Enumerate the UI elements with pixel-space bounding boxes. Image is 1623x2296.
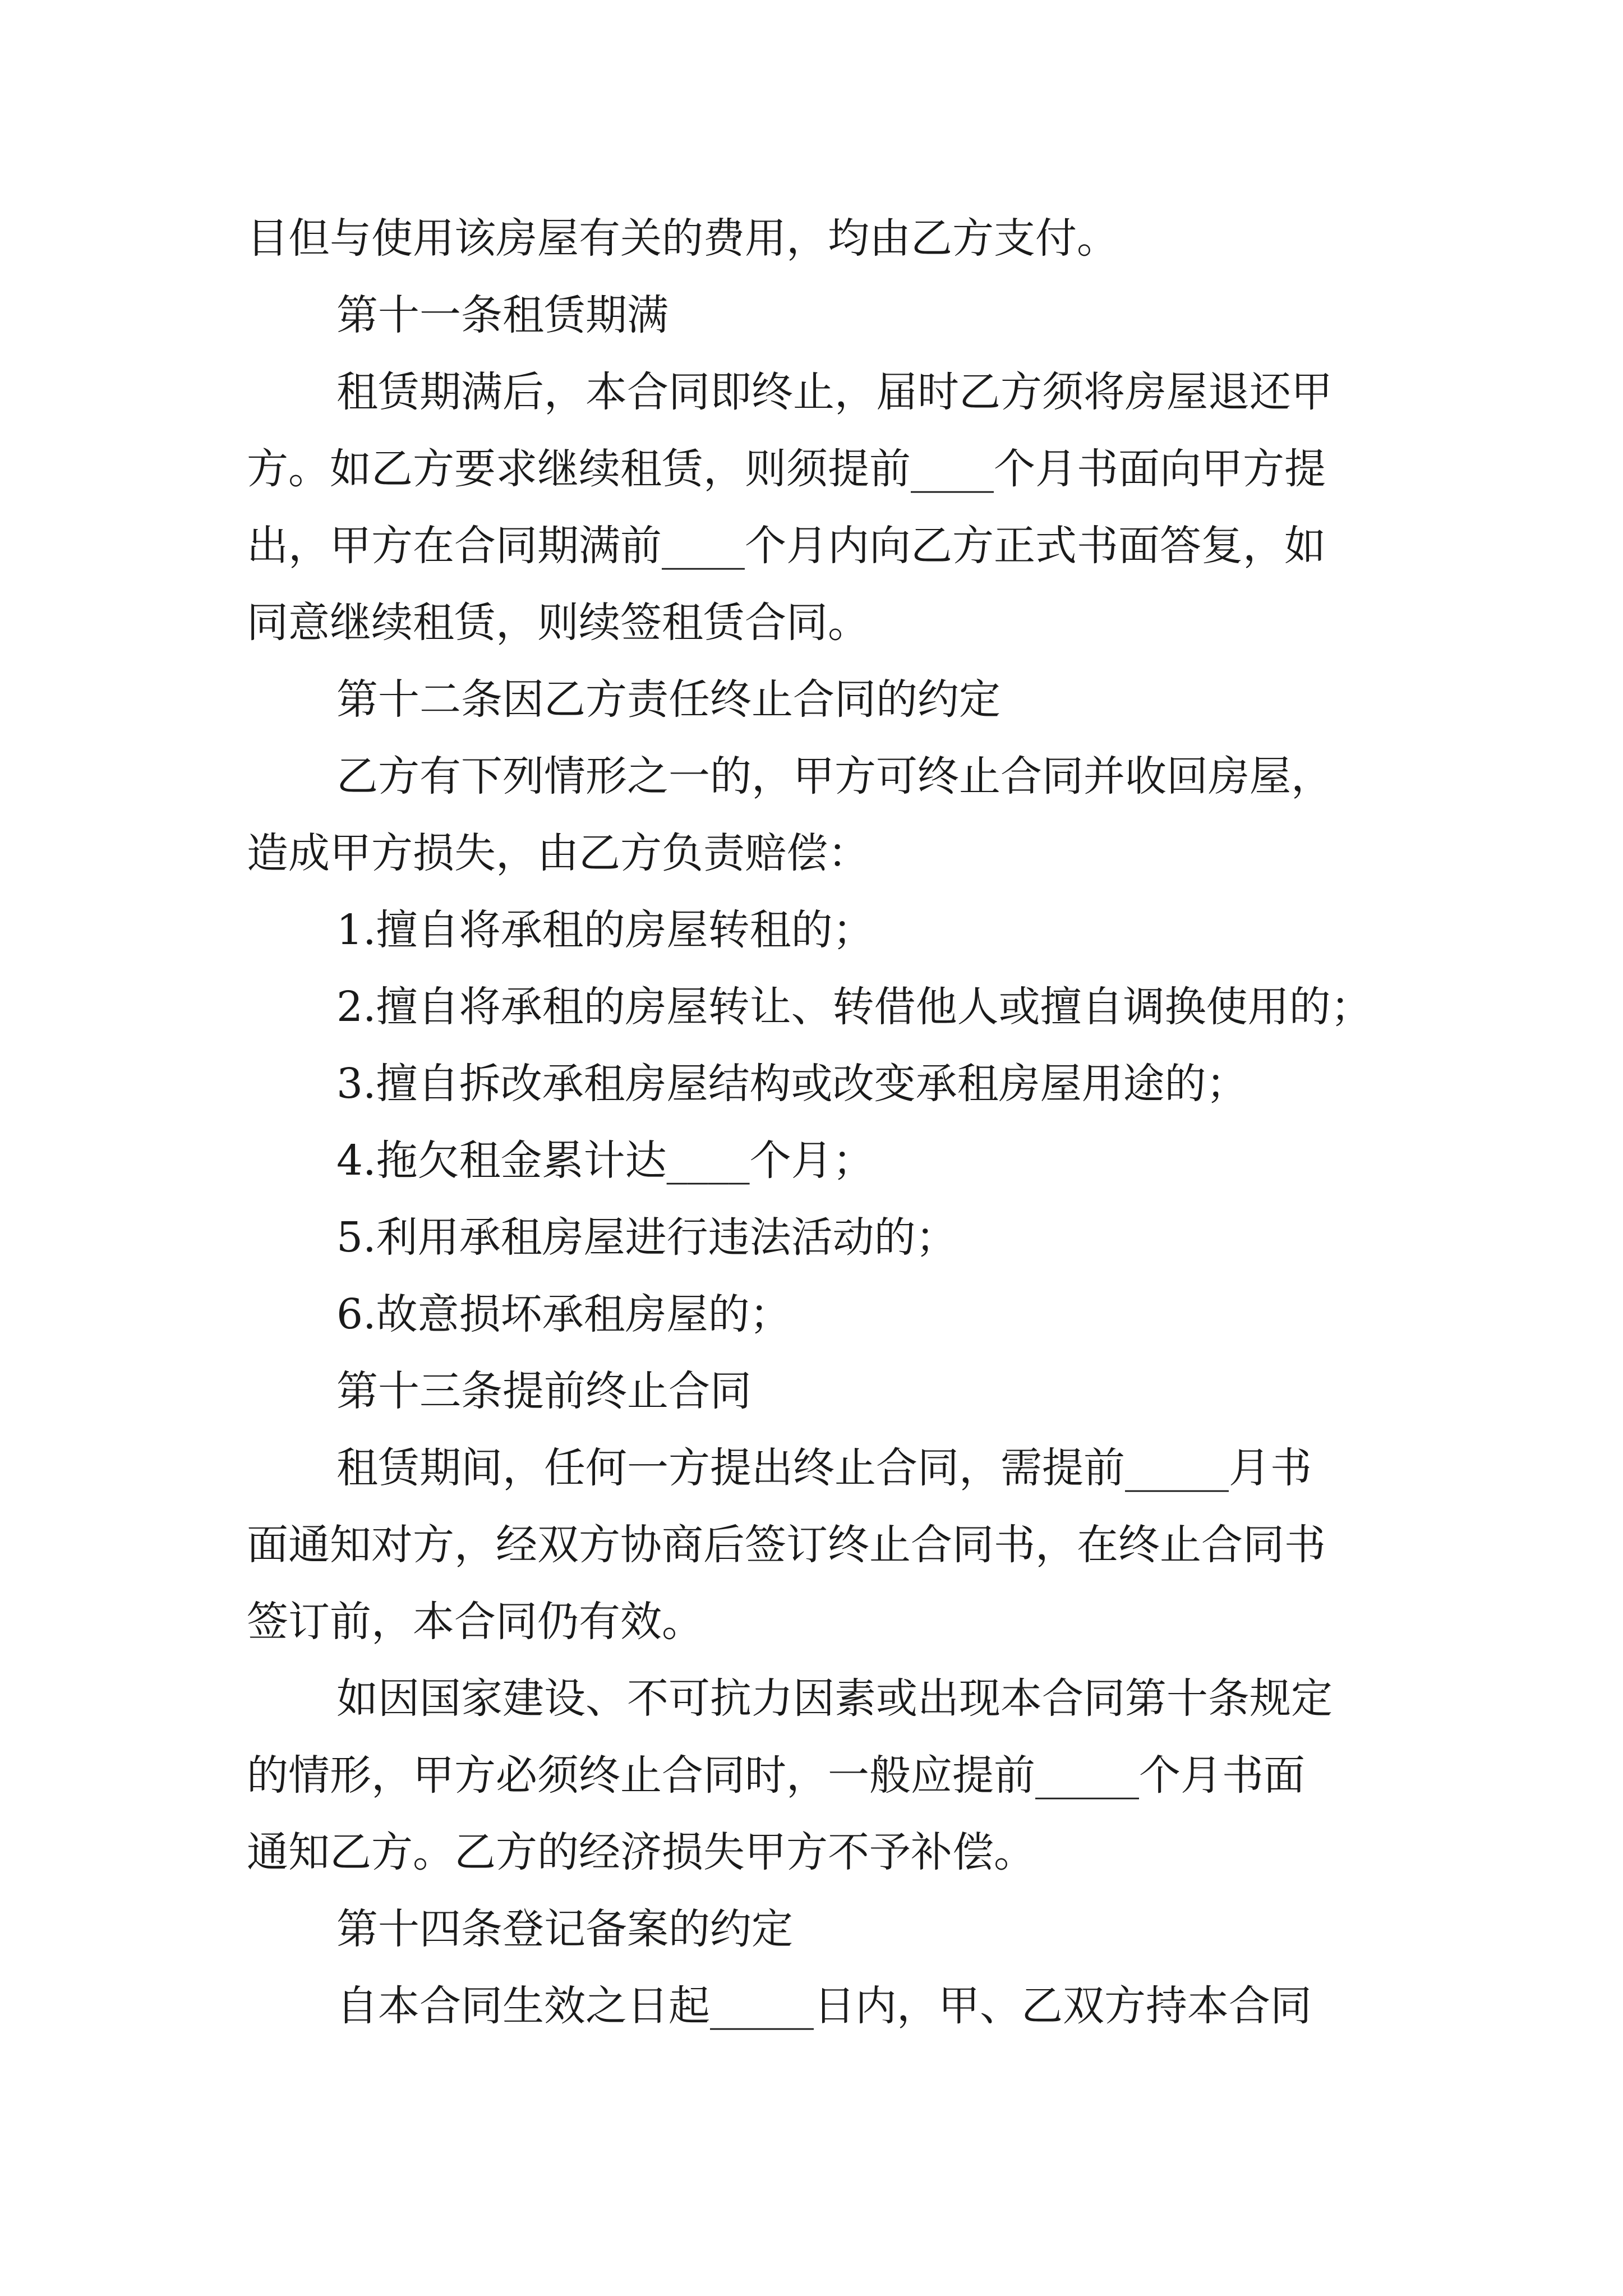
paragraph-line: 同意继续租赁，则续签租赁合同。 xyxy=(247,599,869,647)
list-item: 6.故意损坏承租房屋的； xyxy=(336,1290,791,1338)
paragraph-line: 通知乙方。乙方的经济损失甲方不予补偿。 xyxy=(247,1828,1035,1876)
section-heading: 第十一条租赁期满 xyxy=(336,291,668,339)
paragraph-line: 租赁期满后，本合同即终止，届时乙方须将房屋退还甲 xyxy=(336,368,1332,416)
paragraph-line: 乙方有下列情形之一的，甲方可终止合同并收回房屋， xyxy=(336,752,1332,800)
section-heading: 第十四条登记备案的约定 xyxy=(336,1905,793,1953)
section-heading: 第十三条提前终止合同 xyxy=(336,1367,751,1415)
paragraph-line: 目但与使用该房屋有关的费用，均由乙方支付。 xyxy=(247,214,1118,263)
paragraph-line: 面通知对方，经双方协商后签订终止合同书，在终止合同书 xyxy=(247,1521,1326,1569)
section-heading: 第十二条因乙方责任终止合同的约定 xyxy=(336,675,1000,724)
paragraph-line: 租赁期间，任何一方提出终止合同，需提前_____月书 xyxy=(336,1444,1312,1492)
paragraph-line: 的情形，甲方必须终止合同时，一般应提前_____个月书面 xyxy=(247,1751,1305,1800)
list-item: 2.擅自将承租的房屋转让、转借他人或擅自调换使用的； xyxy=(336,983,1372,1031)
list-item: 4.拖欠租金累计达____个月； xyxy=(336,1137,874,1185)
paragraph-line: 签订前，本合同仍有效。 xyxy=(247,1598,703,1646)
paragraph-line: 自本合同生效之日起_____日内，甲、乙双方持本合同 xyxy=(336,1982,1312,2030)
paragraph-line: 如因国家建设、不可抗力因素或出现本合同第十条规定 xyxy=(336,1674,1332,1723)
list-item: 5.利用承租房屋进行违法活动的； xyxy=(336,1213,957,1262)
paragraph-line: 方。如乙方要求继续租赁，则须提前____个月书面向甲方提 xyxy=(247,445,1326,493)
list-item: 3.擅自拆改承租房屋结构或改变承租房屋用途的； xyxy=(336,1060,1248,1108)
paragraph-line: 造成甲方损失，由乙方负责赔偿： xyxy=(247,829,869,877)
paragraph-line: 出，甲方在合同期满前____个月内向乙方正式书面答复，如 xyxy=(247,522,1326,570)
list-item: 1.擅自将承租的房屋转租的； xyxy=(336,906,874,954)
